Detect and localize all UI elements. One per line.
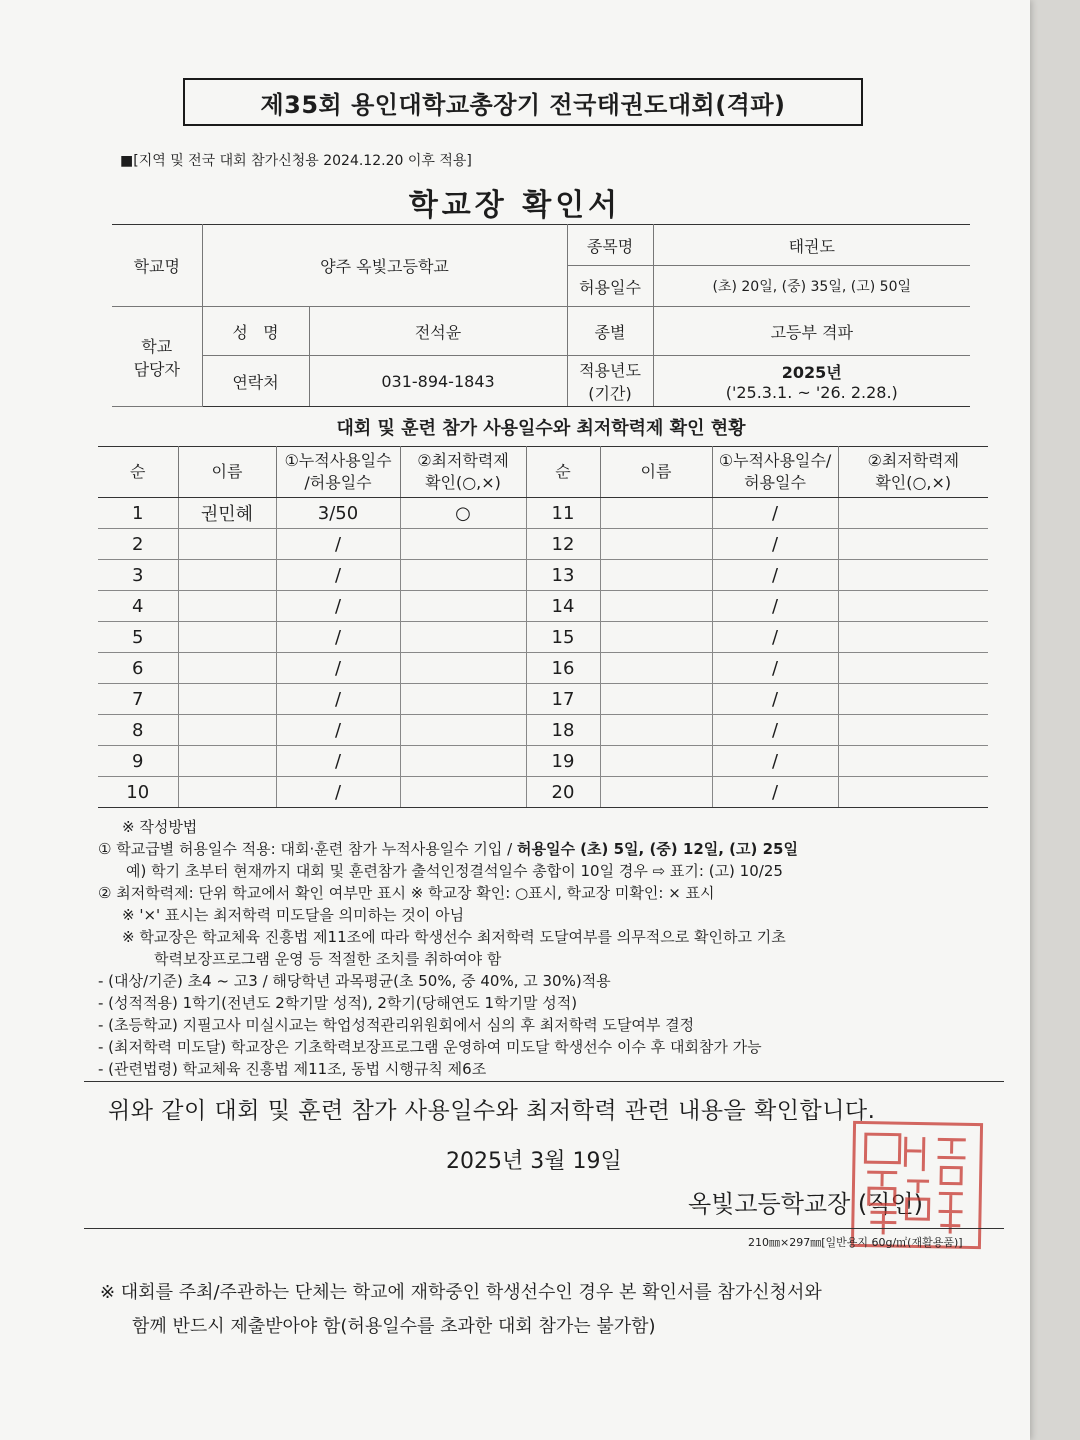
table-row <box>98 746 988 777</box>
instruction-emphasis: 허용일수 (초) 5일, (중) 12일, (고) 25일 <box>517 840 798 858</box>
instructions <box>98 816 998 1080</box>
submission-note-line1: ※ 대회를 주최/주관하는 단체는 학교에 재학중인 학생선수인 경우 본 확인서를 참가신청서와 <box>100 1282 822 1303</box>
row-academic <box>400 560 526 591</box>
row-days: / <box>712 777 838 808</box>
instruction-line: 예) 학기 초부터 현재까지 대회 및 훈련참가 출석인정결석일수 총합이 10일 경우 ⇨ 표기: (고) 10/25 <box>126 862 783 880</box>
col-header-name-right: 이름 <box>600 447 712 498</box>
row-name <box>178 746 276 777</box>
roster-body <box>98 498 988 808</box>
table-row <box>98 622 988 653</box>
row-academic <box>838 746 988 777</box>
instruction-line: - (대상/기준) 초4 ~ 고3 / 해당학년 과목평균(초 50%, 중 40%, 고 30%)적용 <box>98 972 611 990</box>
row-days: / <box>276 529 400 560</box>
row-name <box>178 622 276 653</box>
row-academic <box>400 777 526 808</box>
instructions-heading: ※ 작성방법 <box>122 818 198 836</box>
category-label: 종별 <box>567 307 653 356</box>
table-row <box>98 591 988 622</box>
instruction-line: ※ '×' 표시는 최저학력 미도달을 의미하는 것이 아님 <box>122 906 465 924</box>
row-academic <box>838 622 988 653</box>
year-label-line2: (기간) <box>588 384 632 403</box>
table-row <box>98 498 988 529</box>
row-no: 20 <box>526 777 600 808</box>
row-days: / <box>276 715 400 746</box>
row-academic <box>838 529 988 560</box>
table-row <box>98 529 988 560</box>
table-row <box>98 715 988 746</box>
row-name <box>600 498 712 529</box>
school-name-label: 학교명 <box>112 225 202 307</box>
row-no: 15 <box>526 622 600 653</box>
instruction-line: - (초등학교) 지필고사 미실시교는 학업성적관리위원회에서 심의 후 최저학력 도달여부 결정 <box>98 1016 695 1034</box>
athlete-roster-table <box>98 446 988 808</box>
row-name <box>178 653 276 684</box>
year-value-cell <box>653 356 970 407</box>
row-academic <box>400 715 526 746</box>
submission-note-line2: 함께 반드시 제출받아야 함(허용일수를 초과한 대회 참가는 불가함) <box>132 1316 656 1337</box>
table-row <box>98 560 988 591</box>
row-no: 17 <box>526 684 600 715</box>
row-academic <box>400 746 526 777</box>
event-label: 종목명 <box>567 225 653 266</box>
row-name: 권민혜 <box>178 498 276 529</box>
contact-person-label-line2: 담당자 <box>133 359 180 379</box>
row-days: / <box>712 653 838 684</box>
row-academic <box>838 715 988 746</box>
row-name <box>600 715 712 746</box>
col-header-academic-line2: 확인(○,×) <box>425 473 501 492</box>
row-no: 10 <box>98 777 178 808</box>
table-row <box>98 653 988 684</box>
row-no: 19 <box>526 746 600 777</box>
row-days: / <box>712 591 838 622</box>
row-days: / <box>712 529 838 560</box>
instruction-line: - (최저학력 미도달) 학교장은 기초학력보장프로그램 운영하여 미도달 학생선수 이수 후 대회참가 가능 <box>98 1038 762 1056</box>
row-days: / <box>276 746 400 777</box>
row-days: / <box>276 591 400 622</box>
row-academic <box>400 684 526 715</box>
col-header-academic-right-line1: ②최저학력제 <box>867 451 960 471</box>
row-no: 5 <box>98 622 178 653</box>
submission-note <box>100 1276 822 1344</box>
col-header-days-right-line1: ①누적사용일수/ <box>718 451 832 471</box>
row-academic: ○ <box>400 498 526 529</box>
school-name-value: 양주 옥빛고등학교 <box>202 225 567 307</box>
row-days: / <box>712 560 838 591</box>
row-no: 11 <box>526 498 600 529</box>
row-no: 4 <box>98 591 178 622</box>
row-name <box>600 622 712 653</box>
year-value: 2025년 <box>781 363 842 382</box>
official-seal-stamp <box>851 1121 983 1249</box>
event-value: 태권도 <box>653 225 970 266</box>
row-name <box>600 684 712 715</box>
row-no: 13 <box>526 560 600 591</box>
row-days: / <box>276 777 400 808</box>
instruction-line: ② 최저학력제: 단위 학교에서 확인 여부만 표시 ※ 학교장 확인: ○표시, 학교장 미확인: × 표시 <box>98 884 715 902</box>
row-name <box>600 653 712 684</box>
contact-person-label <box>112 307 202 407</box>
row-academic <box>838 560 988 591</box>
col-header-name: 이름 <box>178 447 276 498</box>
phone-label: 연락처 <box>202 356 309 407</box>
row-no: 6 <box>98 653 178 684</box>
phone-value: 031-894-1843 <box>309 356 567 407</box>
row-name <box>600 591 712 622</box>
row-academic <box>400 653 526 684</box>
row-no: 7 <box>98 684 178 715</box>
person-name-value: 전석윤 <box>309 307 567 356</box>
col-header-academic-line1: ②최저학력제 <box>417 451 509 471</box>
allowed-days-label: 허용일수 <box>567 266 653 307</box>
row-days: / <box>276 653 400 684</box>
col-header-days-line2: /허용일수 <box>304 473 372 492</box>
row-no: 2 <box>98 529 178 560</box>
year-period: ('25.3.1. ~ '26. 2.28.) <box>725 383 898 402</box>
principal-signature-line: 옥빛고등학교장 (직인) <box>688 1190 924 1218</box>
allowed-days-value: (초) 20일, (중) 35일, (고) 50일 <box>653 266 970 307</box>
col-header-no-right: 순 <box>526 447 600 498</box>
row-days: / <box>276 560 400 591</box>
section-title: 대회 및 훈련 참가 사용일수와 최저학력제 확인 현황 <box>336 418 746 439</box>
row-days: / <box>712 622 838 653</box>
row-academic <box>400 591 526 622</box>
row-name <box>178 560 276 591</box>
table-row <box>98 684 988 715</box>
application-note: ■[지역 및 전국 대회 참가신청용 2024.12.20 이후 적용] <box>120 153 472 169</box>
row-no: 9 <box>98 746 178 777</box>
row-days: 3/50 <box>276 498 400 529</box>
row-days: / <box>276 622 400 653</box>
row-name <box>178 684 276 715</box>
school-info-table <box>112 224 970 407</box>
col-header-no: 순 <box>98 447 178 498</box>
competition-title: 제35회 용인대학교총장기 전국태권도대회(격파) <box>183 78 863 126</box>
row-academic <box>400 622 526 653</box>
row-name <box>178 591 276 622</box>
document-title: 학교장 확인서 <box>408 188 622 223</box>
row-no: 3 <box>98 560 178 591</box>
row-name <box>600 746 712 777</box>
divider <box>84 1228 1004 1229</box>
row-academic <box>838 777 988 808</box>
row-academic <box>838 591 988 622</box>
year-label <box>567 356 653 407</box>
instruction-line: - (관련법령) 학교체육 진흥법 제11조, 동법 시행규칙 제6조 <box>98 1060 487 1078</box>
row-no: 14 <box>526 591 600 622</box>
row-academic <box>838 684 988 715</box>
col-header-days-line1: ①누적사용일수 <box>284 451 392 471</box>
row-name <box>600 777 712 808</box>
confirmation-statement: 위와 같이 대회 및 훈련 참가 사용일수와 최저학력 관련 내용을 확인합니다. <box>108 1098 876 1124</box>
row-days: / <box>712 498 838 529</box>
confirmation-date: 2025년 3월 19일 <box>446 1149 622 1174</box>
col-header-academic-right <box>838 447 988 498</box>
category-value: 고등부 격파 <box>653 307 970 356</box>
row-academic <box>838 653 988 684</box>
row-no: 12 <box>526 529 600 560</box>
row-no: 16 <box>526 653 600 684</box>
col-header-academic <box>400 447 526 498</box>
row-name <box>178 777 276 808</box>
instruction-line <box>98 838 998 860</box>
paper-spec: 210㎜×297㎜[일반용지 60g/㎡(재활용품)] <box>748 1236 963 1249</box>
row-days: / <box>712 684 838 715</box>
row-days: / <box>712 715 838 746</box>
instruction-line: ※ 학교장은 학교체육 진흥법 제11조에 따라 학생선수 최저학력 도달여부를 의무적으로 확인하고 기초 <box>122 928 786 946</box>
col-header-days <box>276 447 400 498</box>
row-name <box>178 715 276 746</box>
row-name <box>600 560 712 591</box>
contact-person-label-line1: 학교 <box>141 336 173 356</box>
row-name <box>600 529 712 560</box>
instruction-text: ① 학교급별 허용일수 적용: 대회·훈련 참가 누적사용일수 기입 / <box>98 840 517 858</box>
divider <box>84 1081 1004 1082</box>
row-academic <box>400 529 526 560</box>
table-row <box>98 777 988 808</box>
col-header-days-right <box>712 447 838 498</box>
instruction-line: 학력보장프로그램 운영 등 적절한 조치를 취하여야 함 <box>154 950 502 968</box>
row-no: 1 <box>98 498 178 529</box>
row-days: / <box>276 684 400 715</box>
col-header-academic-right-line2: 확인(○,×) <box>875 473 952 492</box>
seal-icon <box>856 1126 978 1244</box>
col-header-days-right-line2: 허용일수 <box>744 473 806 492</box>
row-no: 18 <box>526 715 600 746</box>
row-no: 8 <box>98 715 178 746</box>
row-days: / <box>712 746 838 777</box>
instruction-line: - (성적적용) 1학기(전년도 2학기말 성적), 2학기(당해연도 1학기말 성적) <box>98 994 578 1012</box>
year-label-line1: 적용년도 <box>579 361 641 380</box>
row-academic <box>838 498 988 529</box>
row-name <box>178 529 276 560</box>
person-name-label: 성 명 <box>202 307 309 356</box>
